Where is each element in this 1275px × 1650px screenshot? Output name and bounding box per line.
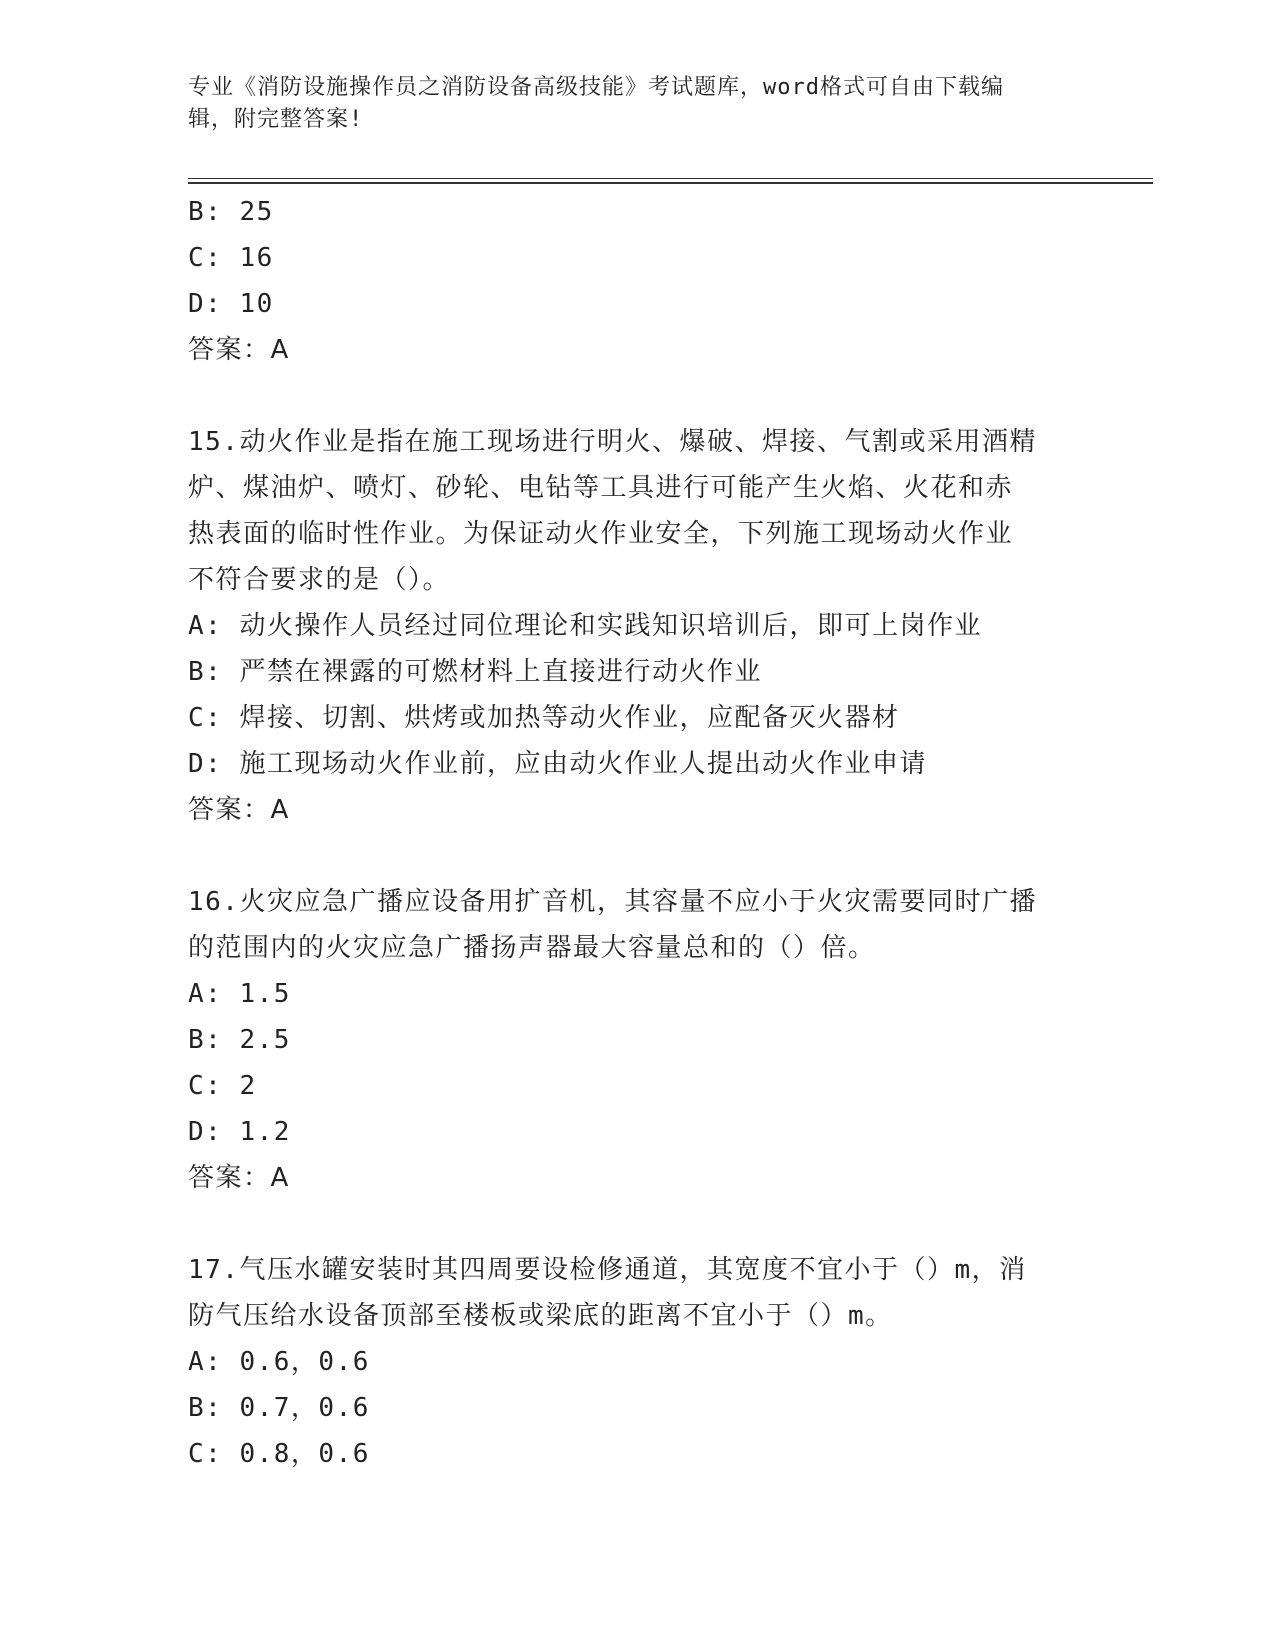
question-text-line: 16.火灾应急广播应设备用扩音机，其容量不应小于火灾需要同时广播: [188, 887, 1037, 917]
option-d: D: 施工现场动火作业前，应由动火作业人提出动火作业申请: [188, 749, 927, 779]
spacer: [188, 373, 1088, 419]
option-c: C: 2: [188, 1071, 257, 1101]
question-16: [188, 879, 1088, 1201]
previous-question-tail: [188, 189, 1088, 373]
option-b: B: 0.7，0.6: [188, 1393, 370, 1423]
header-line-1: 专业《消防设施操作员之消防设备高级技能》考试题库，word格式可自由下载编: [188, 75, 1004, 100]
header-divider-thick: [188, 182, 1153, 184]
option-a: A: 1.5: [188, 979, 291, 1009]
spacer: [188, 833, 1088, 879]
question-15: [188, 419, 1088, 833]
option-d: D: 1.2: [188, 1117, 291, 1147]
header-divider-thin: [188, 178, 1153, 179]
option-c: C: 焊接、切割、烘烤或加热等动火作业，应配备灭火器材: [188, 703, 900, 733]
header-line-2: 辑，附完整答案!: [188, 107, 364, 132]
question-text-line: 防气压给水设备顶部至楼板或梁底的距离不宜小于（）m。: [188, 1301, 893, 1331]
answer: 答案：A: [188, 795, 290, 825]
document-header: [188, 72, 1068, 136]
question-text-line: 不符合要求的是（）。: [188, 565, 451, 595]
answer: 答案：A: [188, 1163, 290, 1193]
option-b: B: 严禁在裸露的可燃材料上直接进行动火作业: [188, 657, 762, 687]
question-text-line: 炉、煤油炉、喷灯、砂轮、电钻等工具进行可能产生火焰、火花和赤: [188, 473, 1014, 503]
option-a: A: 动火操作人员经过同位理论和实践知识培训后，即可上岗作业: [188, 611, 982, 641]
option-d: D: 10: [188, 289, 274, 319]
question-text-line: 的范围内的火灾应急广播扬声器最大容量总和的（）倍。: [188, 933, 876, 963]
spacer: [188, 1201, 1088, 1247]
question-text-line: 热表面的临时性作业。为保证动火作业安全，下列施工现场动火作业: [188, 519, 1014, 549]
question-17: [188, 1247, 1088, 1477]
option-b: B: 25: [188, 197, 274, 227]
question-text-line: 17.气压水罐安装时其四周要设检修通道，其宽度不宜小于（）m，消: [188, 1255, 1027, 1285]
question-text-line: 15.动火作业是指在施工现场进行明火、爆破、焊接、气割或采用酒精: [188, 427, 1037, 457]
option-c: C: 16: [188, 243, 274, 273]
answer: 答案：A: [188, 335, 290, 365]
option-b: B: 2.5: [188, 1025, 291, 1055]
option-c: C: 0.8，0.6: [188, 1439, 370, 1469]
question-content: [188, 189, 1088, 1477]
option-a: A: 0.6，0.6: [188, 1347, 370, 1377]
